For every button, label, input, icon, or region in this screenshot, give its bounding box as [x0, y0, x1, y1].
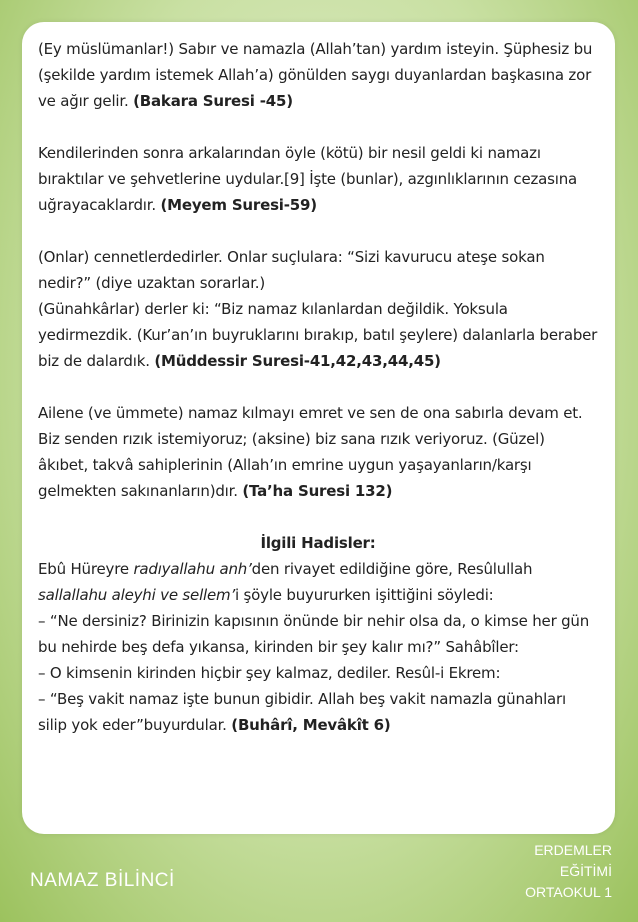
verse-text: Kendilerinden sonra arkalarından öyle (kötü) bir nesil geldi ki namazı bıraktılar ve şehvetlerine uydular.[9] İşte (bunlar), azgınlıklarının cezasına uğrayacaklardır. [38, 144, 578, 214]
verse-paragraph [38, 140, 598, 218]
footer-series-label [482, 840, 612, 903]
verse-reference: (Ta’ha Suresi 132) [242, 482, 393, 500]
verse-paragraph [38, 400, 598, 504]
verse-text-continued: (Günahkârlar) derler ki: “Biz namaz kılanlardan değildik. Yoksula yedirmezdik. (Kur’an’ın buyruklarını bırakıp, batıl şeylere) dalanlarla beraber biz de dalardık. [38, 300, 598, 370]
hadith-line [38, 686, 598, 738]
hadith-line-text: – “Beş vakit namaz işte bunun gibidir. Allah beş vakit namazla günahları silip yok eder”buyurdular. [38, 690, 566, 734]
verse-paragraph [38, 36, 598, 114]
hadith-heading: İlgili Hadisler: [260, 534, 376, 552]
verse-reference: (Meyem Suresi-59) [160, 196, 317, 214]
hadith-intro-italic: sallallahu aleyhi ve sellem’ [38, 586, 236, 604]
hadith-line: – O kimsenin kirinden hiçbir şey kalmaz, dediler. Resûl-i Ekrem: [38, 664, 501, 682]
footer-series-line: EĞİTİMİ [559, 863, 612, 879]
verse-reference: (Bakara Suresi -45) [133, 92, 293, 110]
verse-text: (Onlar) cennetlerdedirler. Onlar suçlulara: “Sizi kavurucu ateşe sokan nedir?” (diye uzaktan sorarlar.) [38, 248, 545, 292]
footer-series-line: ORTAOKUL 1 [525, 884, 612, 900]
hadith-intro [38, 556, 598, 608]
hadith-intro-text: den rivayet edildiğine göre, Resûlullah [251, 560, 533, 578]
hadith-line: – “Ne dersiniz? Birinizin kapısının önünde bir nehir olsa da, o kimse her gün bu nehirde beş defa yıkansa, kirinden bir şey kalır mı?” Sahâbîler: [38, 612, 590, 656]
footer-title: NAMAZ BİLİNCİ [30, 870, 175, 891]
hadith-intro-text: Ebû Hüreyre [38, 560, 134, 578]
document-body [38, 36, 598, 738]
verse-paragraph [38, 244, 598, 374]
hadith-reference: (Buhârî, Mevâkît 6) [231, 716, 391, 734]
verse-text: Ailene (ve ümmete) namaz kılmayı emret ve sen de ona sabırla devam et. Biz senden rızık istemiyoruz; (aksine) biz sana rızık veriyoruz. (Güzel) âkıbet, takvâ sahiplerinin (Allah’ın emrine uygun yaşayanların/karşı gelmekten sakınanların)dır. [38, 404, 583, 500]
hadith-intro-italic: radıyallahu anh’ [133, 560, 252, 578]
footer-series-line: ERDEMLER [534, 842, 612, 858]
hadith-intro-text: i şöyle buyururken işittiğini söyledi: [235, 586, 494, 604]
verse-text: (Ey müslümanlar!) Sabır ve namazla (Allah’tan) yardım isteyin. Şüphesiz bu (şekilde yardım istemek Allah’a) gönülden saygı duyanlardan başkasına zor ve ağır gelir. [38, 40, 593, 110]
verse-reference: (Müddessir Suresi-41,42,43,44,45) [154, 352, 441, 370]
